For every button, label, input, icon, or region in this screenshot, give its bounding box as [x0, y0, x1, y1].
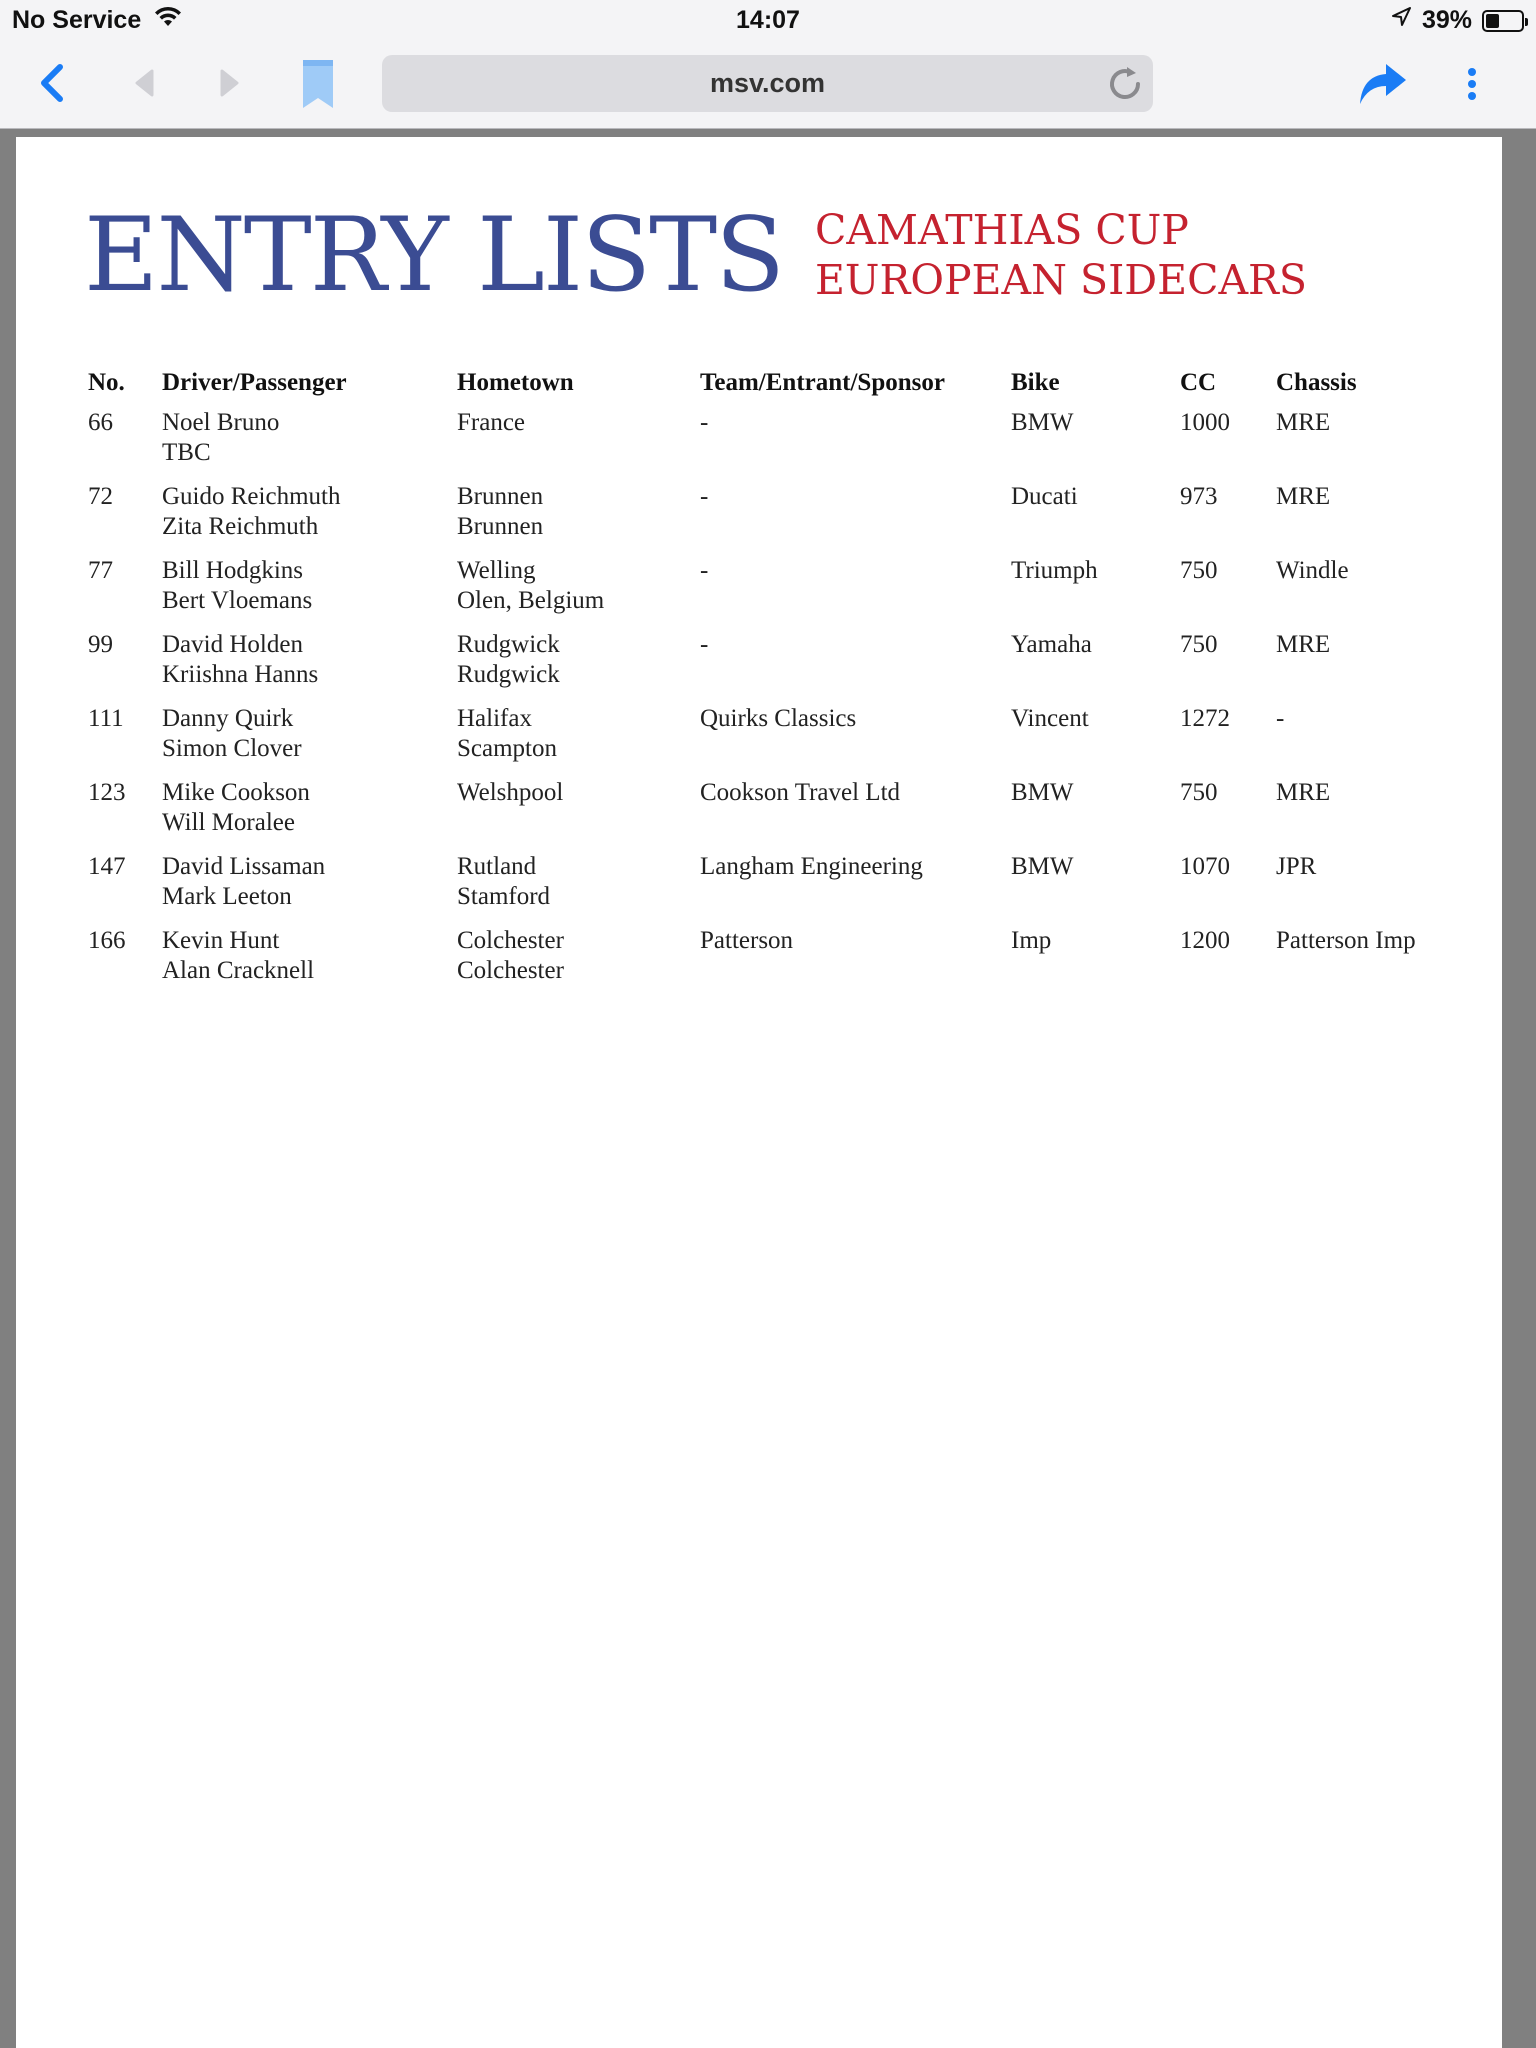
header-hometown: Hometown — [457, 369, 574, 396]
cell-no: 66 — [88, 409, 113, 436]
driver-hometown: Brunnen — [457, 483, 544, 510]
cell-bike: BMW — [1011, 779, 1074, 806]
cell-chassis: MRE — [1276, 779, 1331, 806]
cell-no: 111 — [88, 705, 124, 732]
passenger-name: Alan Cracknell — [162, 957, 315, 984]
share-button[interactable] — [1356, 58, 1408, 110]
page-subtitle — [815, 205, 1307, 305]
driver-name: Danny Quirk — [162, 705, 294, 732]
cell-chassis: Windle — [1276, 557, 1349, 584]
browser-toolbar — [0, 40, 1536, 129]
page-back-button[interactable] — [126, 63, 162, 103]
cell-driver-passenger — [162, 704, 457, 778]
chevron-left-icon — [36, 63, 66, 103]
triangle-left-icon — [133, 68, 155, 98]
back-button[interactable] — [28, 60, 74, 106]
passenger-name: TBC — [162, 439, 211, 466]
table-row — [88, 556, 1466, 630]
entry-list-table — [88, 368, 1466, 1000]
cell-chassis: Patterson Imp — [1276, 927, 1416, 954]
driver-name: Kevin Hunt — [162, 927, 280, 954]
cell-driver-passenger — [162, 630, 457, 704]
cell-team: - — [700, 409, 709, 436]
url-text: msv.com — [709, 68, 826, 98]
cell-driver-passenger — [162, 556, 457, 630]
page-title: ENTRY LISTS — [84, 196, 783, 315]
passenger-hometown: Olen, Belgium — [457, 587, 605, 614]
cell-cc: 750 — [1180, 557, 1218, 584]
header-cc: CC — [1180, 369, 1217, 396]
cell-chassis: - — [1276, 705, 1285, 732]
cell-hometown — [457, 630, 700, 704]
cell-no: 123 — [88, 779, 126, 806]
passenger-hometown: Brunnen — [457, 513, 544, 540]
cell-hometown — [457, 778, 700, 852]
reload-button[interactable] — [1105, 64, 1145, 104]
share-arrow-icon — [1356, 60, 1408, 108]
bookmark-icon — [299, 58, 337, 110]
more-vertical-icon — [1466, 64, 1478, 104]
page-forward-button[interactable] — [212, 63, 248, 103]
status-right — [1390, 6, 1524, 35]
cell-hometown — [457, 556, 700, 630]
reload-icon — [1105, 64, 1145, 104]
battery-icon — [1482, 10, 1524, 32]
passenger-name: Mark Leeton — [162, 883, 292, 910]
cell-team: Patterson — [700, 927, 794, 954]
battery-level — [1486, 14, 1499, 28]
passenger-name: Bert Vloemans — [162, 587, 313, 614]
cell-hometown — [457, 926, 700, 1000]
table-row — [88, 926, 1466, 1000]
header-driver-passenger: Driver/Passenger — [162, 369, 347, 396]
carrier-label: No Service — [12, 6, 142, 34]
cell-hometown — [457, 852, 700, 926]
cell-no: 99 — [88, 631, 113, 658]
header-chassis: Chassis — [1276, 369, 1357, 396]
cell-cc: 1000 — [1180, 409, 1230, 436]
clock: 14:07 — [736, 6, 800, 34]
triangle-right-icon — [219, 68, 241, 98]
cell-bike: Triumph — [1011, 557, 1098, 584]
driver-hometown: France — [457, 409, 526, 436]
cell-bike: Vincent — [1011, 705, 1089, 732]
cell-driver-passenger — [162, 852, 457, 926]
cell-no: 166 — [88, 927, 126, 954]
passenger-hometown: Colchester — [457, 957, 564, 984]
table-row — [88, 852, 1466, 926]
cell-team: - — [700, 483, 709, 510]
subtitle-line-2: EUROPEAN SIDECARS — [814, 256, 1308, 304]
cell-no: 77 — [88, 557, 113, 584]
cell-hometown — [457, 482, 700, 556]
cell-team: Langham Engineering — [700, 853, 923, 880]
header-no: No. — [88, 369, 125, 396]
cell-cc: 1272 — [1180, 705, 1230, 732]
driver-name: Noel Bruno — [162, 409, 280, 436]
cell-cc: 973 — [1180, 483, 1218, 510]
passenger-hometown: Stamford — [457, 883, 551, 910]
cell-hometown — [457, 408, 700, 482]
header-team: Team/Entrant/Sponsor — [700, 369, 945, 396]
driver-hometown: Welling — [457, 557, 536, 584]
cell-driver-passenger — [162, 778, 457, 852]
cell-no: 147 — [88, 853, 126, 880]
header-bike: Bike — [1011, 369, 1060, 396]
cell-team: Quirks Classics — [700, 705, 857, 732]
driver-name: Guido Reichmuth — [162, 483, 341, 510]
cell-team: - — [700, 631, 709, 658]
cell-chassis: MRE — [1276, 631, 1331, 658]
cell-driver-passenger — [162, 482, 457, 556]
driver-name: Mike Cookson — [162, 779, 310, 806]
table-row — [88, 630, 1466, 704]
table-row — [88, 408, 1466, 482]
cell-bike: BMW — [1011, 409, 1074, 436]
driver-hometown: Rutland — [457, 853, 537, 880]
page-heading — [84, 196, 1308, 315]
cell-chassis: MRE — [1276, 483, 1331, 510]
cell-bike: BMW — [1011, 853, 1074, 880]
bookmark-button[interactable] — [296, 58, 340, 110]
table-row — [88, 482, 1466, 556]
driver-name: Bill Hodgkins — [162, 557, 303, 584]
cell-cc: 1070 — [1180, 853, 1230, 880]
status-bar — [0, 0, 1536, 40]
cell-driver-passenger — [162, 408, 457, 482]
cell-cc: 1200 — [1180, 927, 1230, 954]
cell-bike: Ducati — [1011, 483, 1078, 510]
cell-chassis: MRE — [1276, 409, 1331, 436]
subtitle-line-1: CAMATHIAS CUP — [814, 206, 1189, 254]
cell-no: 72 — [88, 483, 113, 510]
cell-cc: 750 — [1180, 631, 1218, 658]
table-row — [88, 778, 1466, 852]
cell-team: - — [700, 557, 709, 584]
passenger-hometown: Rudgwick — [457, 661, 560, 688]
passenger-hometown: Scampton — [457, 735, 557, 762]
cell-team: Cookson Travel Ltd — [700, 779, 901, 806]
battery-percent: 39% — [1421, 6, 1472, 34]
cell-cc: 750 — [1180, 779, 1218, 806]
cell-driver-passenger — [162, 926, 457, 1000]
cell-bike: Imp — [1011, 927, 1052, 954]
driver-hometown: Halifax — [457, 705, 532, 732]
driver-name: David Holden — [162, 631, 303, 658]
location-arrow-icon — [1390, 6, 1412, 35]
cell-bike: Yamaha — [1011, 631, 1092, 658]
table-header-row — [88, 368, 1466, 408]
driver-hometown: Colchester — [457, 927, 564, 954]
more-menu-button[interactable] — [1458, 60, 1486, 108]
document-page — [16, 137, 1502, 2048]
passenger-name: Kriishna Hanns — [162, 661, 319, 688]
table-row — [88, 704, 1466, 778]
driver-hometown: Welshpool — [457, 779, 564, 806]
driver-hometown: Rudgwick — [457, 631, 560, 658]
passenger-name: Simon Clover — [162, 735, 302, 762]
passenger-name: Will Moralee — [162, 809, 295, 836]
passenger-name: Zita Reichmuth — [162, 513, 319, 540]
driver-name: David Lissaman — [162, 853, 326, 880]
cell-hometown — [457, 704, 700, 778]
cell-chassis: JPR — [1276, 853, 1317, 880]
address-bar[interactable] — [382, 55, 1153, 112]
